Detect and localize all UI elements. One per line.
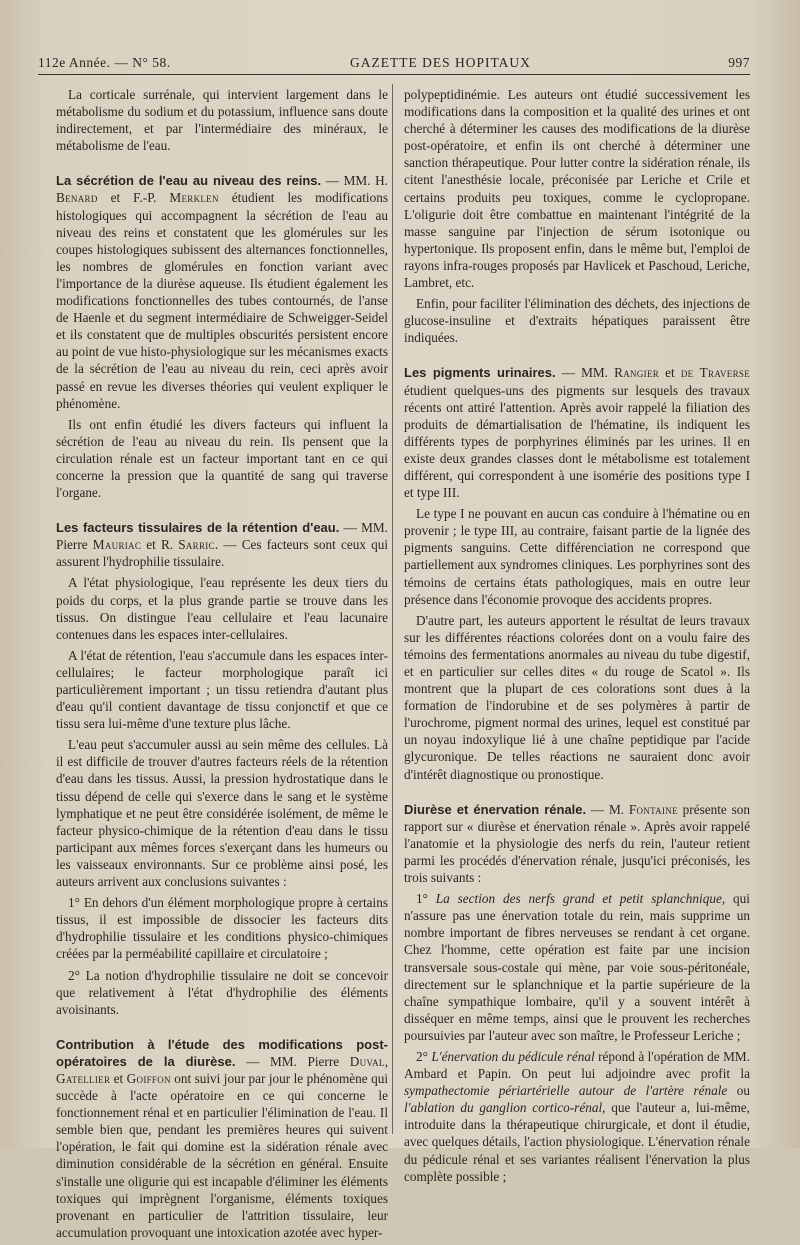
left-column: La corticale surrénale, qui intervient largement dans le métabolisme du sodium et du potassium, influence sans doute indirectement, et par l'intermédiaire des minéraux, le métabolisme de l'eau. La sécrétion de l'eau au niveau des reins. — MM. H. Benard et F.-P. Merklen étudient les modifications histologiques qui accompagnent la sécrétion de l'eau au niveau des reins et constatent que les glomérules sur les coupes histologiques subissent des alternances fonctionnelles, les nombres de glomérules en fonction variant avec l'importance de la diurèse aqueuse. Ils étudient également les modifications fonctionnelles des tubes contournés, de l'anse de Haenle et du segment intermédiaire de Schweigger-Seidel et ils constatent que de multiples obscurités persistent encore au point de vue histo-physiologique sur les mécanismes exacts de la sécrétion de l'eau au niveau du rein, ceci après avoir passé en revue les diverses théories qui veulent expliquer le phénomène. Ils ont enfin étudié les divers facteurs qui influent la sécrétion de l'eau au niveau du rein. Ils pensent que la circulation rénale est un facteur important tant en ce qui concerne la pression que la quantité de sang qui traverse l'organe. Les facteurs tissulaires de la rétention d'eau. — MM. Pierre Mauriac et R. Sarric. — Ces facteurs sont ceux qui assurent l'hydrophilie tissulaire. A l'état physiologique, l'eau représente les deux tiers du poids du corps, et la plus grande partie se trouve dans les tissus. On distingue l'eau cellulaire et l'eau lacunaire contenues dans les espaces inter-cellulaires. A l'état de rétention, l'eau s'accumule dans les espaces inter-cellulaires; le facteur morphologique paraît ici particulièrement important ; un tissu retiendra d'autant plus d'eau qu'il contient davantage de tissu conjonctif et que ce tissu sera lui-même d'une texture plus lâche. L'eau peut s'accumuler aussi au sein même des cellules. Là il est difficile de trouver d'autres facteurs réels de la rétention d'eau dans les tissus. Aussi, la pression hydrostatique dans le tissu dépend de celle qui s'exerce dans le sang et le système lymphatique et ne peut être considérée isolément, de même le facteur physico-chimique de la rétention d'eau dans le tissu participant aux mêmes forces s'exerçant dans les humeurs ou les vaisseaux environnants. Sur ce problème ainsi posé, les auteurs arrivent aux conclusions suivantes : 1° En dehors d'un élément morphologique propre à certains tissus, il est impossible de dissocier les facteurs dits d'hydrophilie tissulaire et les conditions physico-chimiques créées par la perméabilité capillaire et circulatoire ; 2° La notion d'hydrophilie tissulaire ne doit se concevoir que relativement à l'état d'hydrophilie des éléments avoisinants. Contribution à l'étude des modifications post-opératoires de la diurèse. — MM. Pierre Duval, Gatellier et Goiffon ont suivi jour par jour le phénomène qui succède à l'acte opératoire en ce qui concerne le fonctionnement rénal et en particulier l'élimination de l'eau. Il semble bien que, pendant les premières heures qui suivent l'opération, le fait qui domine est la sidération rénale avec diminution considérable de la sécrétion en général. Ensuite s'installe une oligurie qui est incapable d'éliminer les éléments toxiques qui imprègnent l'organisme, éléments toxiques provenant en particulier de l'attrition tissulaire, leur accumulation provoquant une intoxication azotée avec hyper- bbox=[56, 87, 389, 1240]
paragraph: Le type I ne pouvant en aucun cas conduire à l'hématine ou en provenir ; le type III, au contraire, faisant partie de la lignée des pigments sanguins. Cette différenciation ne correspond que partiellement aux syndromes cliniques. Les porphyrines sont des témoins de certains états pathologiques, mais en outre leur présence dans l'économie provoque des accidents propres. bbox=[404, 506, 750, 607]
author-name: Gatellier bbox=[56, 1070, 111, 1086]
page-header bbox=[38, 50, 750, 75]
author-name: Goiffon bbox=[126, 1070, 171, 1086]
issue-number: 112e Année. — N° 58. bbox=[38, 55, 171, 70]
paragraph: L'eau peut s'accumuler aussi au sein même des cellules. Là il est difficile de trouver d'autres facteurs réels de la rétention d'eau dans les tissus. Aussi, la pression hydrostatique dans le tissu dépend de celle qui s'exerce dans le sang et le système lymphatique et ne peut être considérée isolément, de même le facteur physico-chimique de la rétention d'eau dans le tissu participant aux mêmes forces s'exerçant dans les humeurs ou les vaisseaux environnants. Sur ce problème ainsi posé, les auteurs arrivent aux conclusions suivantes : bbox=[56, 737, 388, 890]
author-name: Sarric bbox=[178, 537, 215, 553]
paragraph: A l'état de rétention, l'eau s'accumule dans les espaces inter-cellulaires; le facteur morphologique paraît ici particulièrement important ; un tissu retiendra d'autant plus d'eau qu'il contient davantage de tissu conjonctif et que ce tissu sera lui-même d'une texture plus lâche. bbox=[56, 647, 388, 732]
section-title: Les pigments urinaires. bbox=[404, 365, 556, 381]
conclusion-item: 1° En dehors d'un élément morphologique propre à certains tissus, il est impossible de dissocier les facteurs dits d'hydrophilie tissulaire et les conditions physico-chimiques créées par la perméabilité capillaire et circulatoire ; bbox=[56, 895, 388, 962]
conclusion-item: 2° La notion d'hydrophilie tissulaire ne doit se concevoir que relativement à l'état d'hydrophilie des éléments avoisinants. bbox=[56, 967, 388, 1017]
intro-paragraph: La corticale surrénale, qui intervient largement dans le métabolisme du sodium et du potassium, influence sans doute indirectement, et par l'intermédiaire des minéraux, le métabolisme de l'eau. bbox=[56, 87, 388, 154]
section-title: La sécrétion de l'eau au niveau des reins. bbox=[56, 173, 322, 189]
author-name: Benard bbox=[56, 190, 98, 206]
column-divider bbox=[392, 84, 393, 1134]
section-title: Les facteurs tissulaires de la rétention d'eau. bbox=[56, 520, 340, 536]
author-name: Fontaine bbox=[628, 801, 678, 817]
page-number: 997 bbox=[728, 55, 750, 70]
paragraph: D'autre part, les auteurs apportent le résultat de leurs travaux sur les différentes réactions colorées dont on a voulu faire des témoins des fermentations anormales au niveau du tube digestif, et en particulier sur celles dites « du rouge de Scatol ». Ils montrent que la plupart de ces colorations sont dues à la formation de l'indorubine et de ses polymères à partir de l'urochrome, pigment normal des urines, lequel est constitué par un noyau indoxylique lié à une chaîne peptidique par l'acide glycuronique. De telles réactions ne sauraient donc avoir d'intérêt diagnostique ou pronostique. bbox=[404, 612, 750, 782]
paragraph: Enfin, pour faciliter l'élimination des déchets, des injections de glucose-insuline et d'extraits hépatiques paraissent être indiquées. bbox=[404, 296, 750, 346]
author-name: Duval bbox=[349, 1053, 385, 1069]
author-name: Rangier bbox=[614, 365, 660, 381]
right-column: polypeptidinémie. Les auteurs ont étudié successivement les modifications dans la composition et la qualité des urines et ont cherché à déterminer les causes des modifications de la diurèse post-opératoire, et enfin ils ont cherché à déterminer une sanction thérapeutique. Pour lutter contre la sidération rénale, ils citent l'anesthésie locale, préconisée par Leriche et Crile et certains produits peu toxiques, comme le cyclopropane. L'oligurie doit être combattue en maintenant l'intégrité de la masse sanguine par l'injection de sérum isotonique ou hypertonique. Ils proposent enfin, dans le même but, l'emploi de rayons infra-rouges proposés par Havlicek et Paschoud, Leriche, Lambret, etc. Enfin, pour faciliter l'élimination des déchets, des injections de glucose-insuline et d'extraits hépatiques paraissent être indiquées. Les pigments urinaires. — MM. Rangier et de Traverse étudient quelques-uns des pigments sur lesquels des travaux récents ont attiré l'attention. Après avoir rappelé la filiation des produits de démartialisation de l'hématine, ils indiquent les différents types de porphyrines éliminés par les urines. Il en existe deux grandes classes dont le métabolisme est totalement différent, qui correspondent à une isomérie des positions type I et type III. Le type I ne pouvant en aucun cas conduire à l'hématine ou en provenir ; le type III, au contraire, faisant partie de la lignée des pigments sanguins. Cette différenciation ne correspond que partiellement aux syndromes cliniques. Les porphyrines sont des témoins de certains états pathologiques, mais en outre leur présence dans l'économie provoque des accidents propres. D'autre part, les auteurs apportent le résultat de leurs travaux sur les différentes réactions colorées dont on a voulu faire des témoins des fermentations anormales au niveau du tube digestif, et en particulier sur celles dites « du rouge de Scatol ». Ils montrent que la plupart de ces colorations sont dues à la formation de l'indorubine et de ses polymères à partir de l'urochrome, pigment normal des urines, lequel est constitué par un noyau indoxylique lié à une chaîne peptidique par l'acide glycuronique. De telles réactions ne sauraient donc avoir d'intérêt diagnostique ou pronostique. Diurèse et énervation rénale. — M. Fontaine présente son rapport sur « diurèse et énervation rénale ». Après avoir rappelé l'anatomie et la physiologie des nerfs du rein, l'auteur retient parmi les procédés d'énervation rénale, jusqu'ici préconisés, les trois suivants : 1° La section des nerfs grand et petit splanchnique, qui n'assure pas une énervation totale du rein, mais supprime un nombre important de fibres nerveuses se rendant à cet organe. Chez l'homme, cette opération est faite par une incision transversale sous-costale qui mène, par voie sous-péritonéale, directement sur le splanchnique et la partie supérieure de la chaîne sympathique lombaire, qu'il y a souvent intérêt à disséquer en même temps, ainsi que le prouvent les recherches poursuivies par l'auteur avec son maître, le Professeur Leriche ; 2° L'énervation du pédicule rénal répond à l'opération de MM. Ambard et Papin. On peut lui adjoindre avec profit la sympathectomie périartérielle autour de l'artère rénale ou l'ablation du ganglion cortico-rénal, que l'auteur a, lui-même, introduite dans la thérapeutique chirurgicale, et dont il étudie, avec quelques détails, l'action physiologique. L'énervation rénale du pédicule rénal et ses variantes réalisent l'énervation la plus complète possible ; bbox=[404, 87, 751, 1184]
section-title: Contribution à l'étude des modifications post-opératoires de la diurèse. bbox=[56, 1036, 388, 1069]
paragraph: polypeptidinémie. Les auteurs ont étudié successivement les modifications dans la composition et la qualité des urines et ont cherché à déterminer les causes des modifications de la diurèse post-opératoire, et enfin ils ont cherché à déterminer une sanction thérapeutique. Pour lutter contre la sidération rénale, ils citent l'anesthésie locale, préconisée par Leriche et Crile et certains produits peu toxiques, comme le cyclopropane. L'oligurie doit être combattue en maintenant l'intégrité de la masse sanguine par l'injection de sérum isotonique ou hypertonique. Ils proposent enfin, dans le même but, l'emploi de rayons infra-rouges proposés par Havlicek et Paschoud, Leriche, Lambret, etc. bbox=[404, 87, 750, 291]
list-item: 1° La section des nerfs grand et petit splanchnique, qui n'assure pas une énervation totale du rein, mais supprime un nombre important de fibres nerveuses se rendant à cet organe. Chez l'homme, cette opération est faite par une incision transversale sous-costale qui mène, par voie sous-péritonéale, directement sur le splanchnique et la partie supérieure de la chaîne sympathique lombaire, qu'il y a souvent intérêt à disséquer en même temps, ainsi que le prouvent les recherches poursuivies par l'auteur avec son maître, le Professeur Leriche ; bbox=[404, 891, 750, 1043]
section-title: Diurèse et énervation rénale. bbox=[404, 801, 587, 817]
author-name: de Traverse bbox=[680, 365, 751, 381]
paragraph: Ils ont enfin étudié les divers facteurs qui influent la sécrétion de l'eau au niveau du rein. Ils pensent que la circulation rénale est un facteur important tant en ce qui concerne la pression que la quantité de sang qui traverse l'organe. bbox=[56, 416, 388, 501]
journal-title: GAZETTE DES HOPITAUX bbox=[350, 55, 531, 70]
list-item: 2° L'énervation du pédicule rénal répond à l'opération de MM. Ambard et Papin. On peut lui adjoindre avec profit la sympathectomie périartérielle autour de l'artère rénale ou l'ablation du ganglion cortico-rénal, que l'auteur a, lui-même, introduite dans la thérapeutique chirurgicale, et dont il étudie, avec quelques détails, l'action physiologique. L'énervation rénale du pédicule rénal et ses variantes réalisent l'énervation la plus complète possible ; bbox=[404, 1048, 751, 1184]
paragraph: A l'état physiologique, l'eau représente les deux tiers du poids du corps, et la plus grande partie se trouve dans les tissus. On distingue l'eau cellulaire et l'eau lacunaire contenues dans les espaces inter-cellulaires. bbox=[56, 575, 388, 642]
author-name: Merklen bbox=[169, 190, 219, 206]
author-name: Mauriac bbox=[92, 537, 142, 553]
